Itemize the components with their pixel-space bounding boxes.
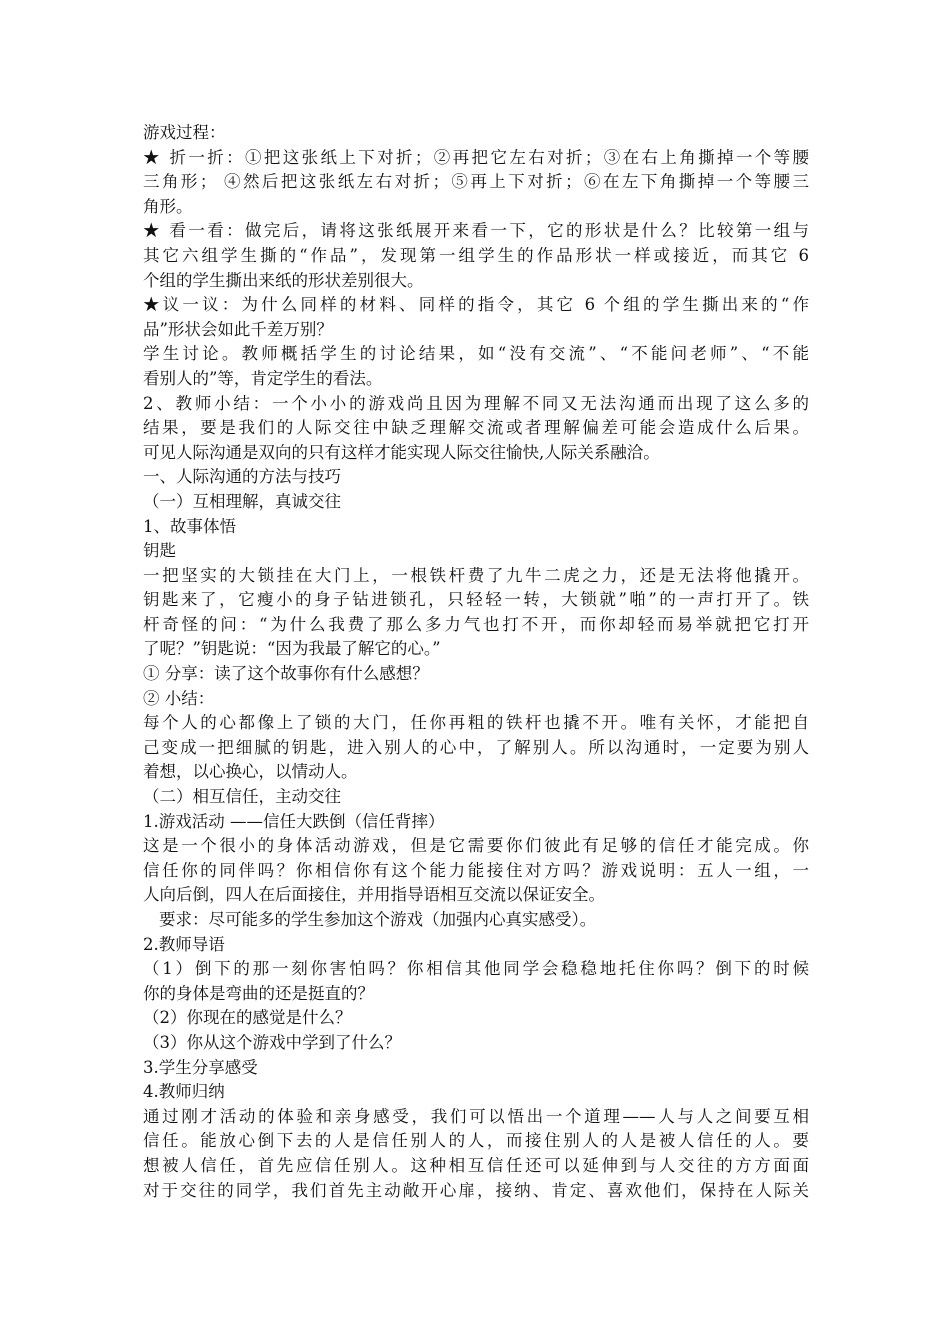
text-line: 1.游戏活动 ——信任大跌倒（信任背摔） — [143, 811, 445, 831]
text-line: 信任。能放心倒下去的人是信任别人的人，而接住别人的人是被人信任的人。要 — [143, 1131, 809, 1151]
text-line: ① 分享：读了这个故事你有什么感想？ — [143, 664, 429, 684]
text-line: 看别人的”等，肯定学生的看法。 — [143, 368, 383, 388]
text-line: 一、人际沟通的方法与技巧 — [143, 467, 341, 487]
text-line: （3）你从这个游戏中学到了什么？ — [143, 1032, 401, 1052]
text-line: 要求：尽可能多的学生参加这个游戏（加强内心真实感受）。 — [159, 910, 597, 929]
text-line: 这是一个很小的身体活动游戏，但是它需要你们彼此有足够的信任才能完成。你 — [143, 836, 809, 856]
text-line: 通过刚才活动的体验和亲身感受，我们可以悟出一个道理——人与人之间要互相 — [143, 1106, 809, 1126]
text-line: 每个人的心都像上了锁的大门，任你再粗的铁杆也撬不开。唯有关怀，才能把自 — [143, 713, 809, 733]
text-line: 3.学生分享感受 — [143, 1057, 258, 1077]
text-line: 钥匙来了，它瘦小的身子钻进锁孔，只轻轻一转，大锁就”啪”的一声打开了。铁 — [143, 590, 809, 610]
text-line: （1）倒下的那一刻你害怕吗？你相信其他同学会稳稳地托住你吗？倒下的时候 — [143, 959, 809, 979]
text-line: 对于交往的同学，我们首先主动敞开心扉，接纳、肯定、喜欢他们，保持在人际关 — [143, 1180, 809, 1200]
text-line: 1、故事体悟 — [143, 516, 236, 536]
text-line: （一）互相理解，真诚交往 — [143, 491, 341, 511]
text-line: 可见人际沟通是双向的只有这样才能实现人际交往愉快,人际关系融洽。 — [143, 442, 660, 462]
text-line: 三角形； ④然后把这张纸左右对折；⑤再上下对折；⑥在左下角撕掉一个等腰三 — [143, 172, 809, 192]
text-line: 一把坚实的大锁挂在大门上，一根铁杆费了九牛二虎之力，还是无法将他撬开。 — [143, 565, 809, 585]
text-line: 4.教师归纳 — [143, 1082, 225, 1102]
text-line: ★ 看一看：做完后，请将这张纸展开来看一下，它的形状是什么？比较第一组与 — [143, 221, 809, 241]
text-line: 己变成一把细腻的钥匙，进入别人的心中，了解别人。所以沟通时，一定要为别人 — [143, 737, 809, 757]
text-line: ★议一议：为什么同样的材料、同样的指令，其它 6 个组的学生撕出来的“作 — [143, 295, 809, 315]
text-line: 着想，以心换心，以情动人。 — [143, 762, 358, 782]
text-line: 游戏过程： — [143, 123, 226, 142]
text-line: 2、教师小结：一个小小的游戏尚且因为理解不同又无法沟通而出现了这么多的 — [143, 393, 809, 413]
text-line: 杆奇怪的问：“为什么我费了那么多力气也打不开，而你却轻而易举就把它打开 — [143, 614, 809, 634]
text-line: 结果，要是我们的人际交往中缺乏理解交流或者理解偏差可能会造成什么后果。 — [143, 418, 809, 438]
text-line: 你的身体是弯曲的还是挺直的？ — [143, 983, 374, 1003]
text-line: （二）相互信任，主动交往 — [143, 787, 341, 807]
text-line: （2）你现在的感觉是什么？ — [143, 1008, 352, 1028]
text-line: 想被人信任，首先应信任别人。这种相互信任还可以延伸到与人交往的方方面面 — [143, 1155, 809, 1175]
text-line: 了呢？”钥匙说：“因为我最了解它的心。” — [143, 639, 441, 659]
text-line: 角形。 — [143, 196, 193, 216]
text-line: 学生讨论。教师概括学生的讨论结果，如“没有交流”、“不能问老师”、“不能 — [143, 344, 809, 364]
text-line: ★ 折一折：①把这张纸上下对折；②再把它左右对折；③在右上角撕掉一个等腰 — [143, 147, 809, 167]
text-line: 其它六组学生撕的“作品”，发现第一组学生的作品形状一样或接近，而其它 6 — [143, 245, 809, 265]
text-line: ② 小结： — [143, 688, 215, 708]
document-body — [143, 121, 809, 1203]
text-line: 人向后倒，四人在后面接住，并用指导语相互交流以保证安全。 — [143, 885, 605, 905]
text-line: 品”形状会如此千差万别？ — [143, 319, 333, 339]
text-line: 信任你的同伴吗？你相信你有这个能力能接住对方吗？游戏说明：五人一组，一 — [143, 860, 809, 880]
text-line: 钥匙 — [143, 541, 176, 561]
text-line: 2.教师导语 — [143, 934, 225, 954]
text-line: 个组的学生撕出来纸的形状差别很大。 — [143, 270, 424, 290]
